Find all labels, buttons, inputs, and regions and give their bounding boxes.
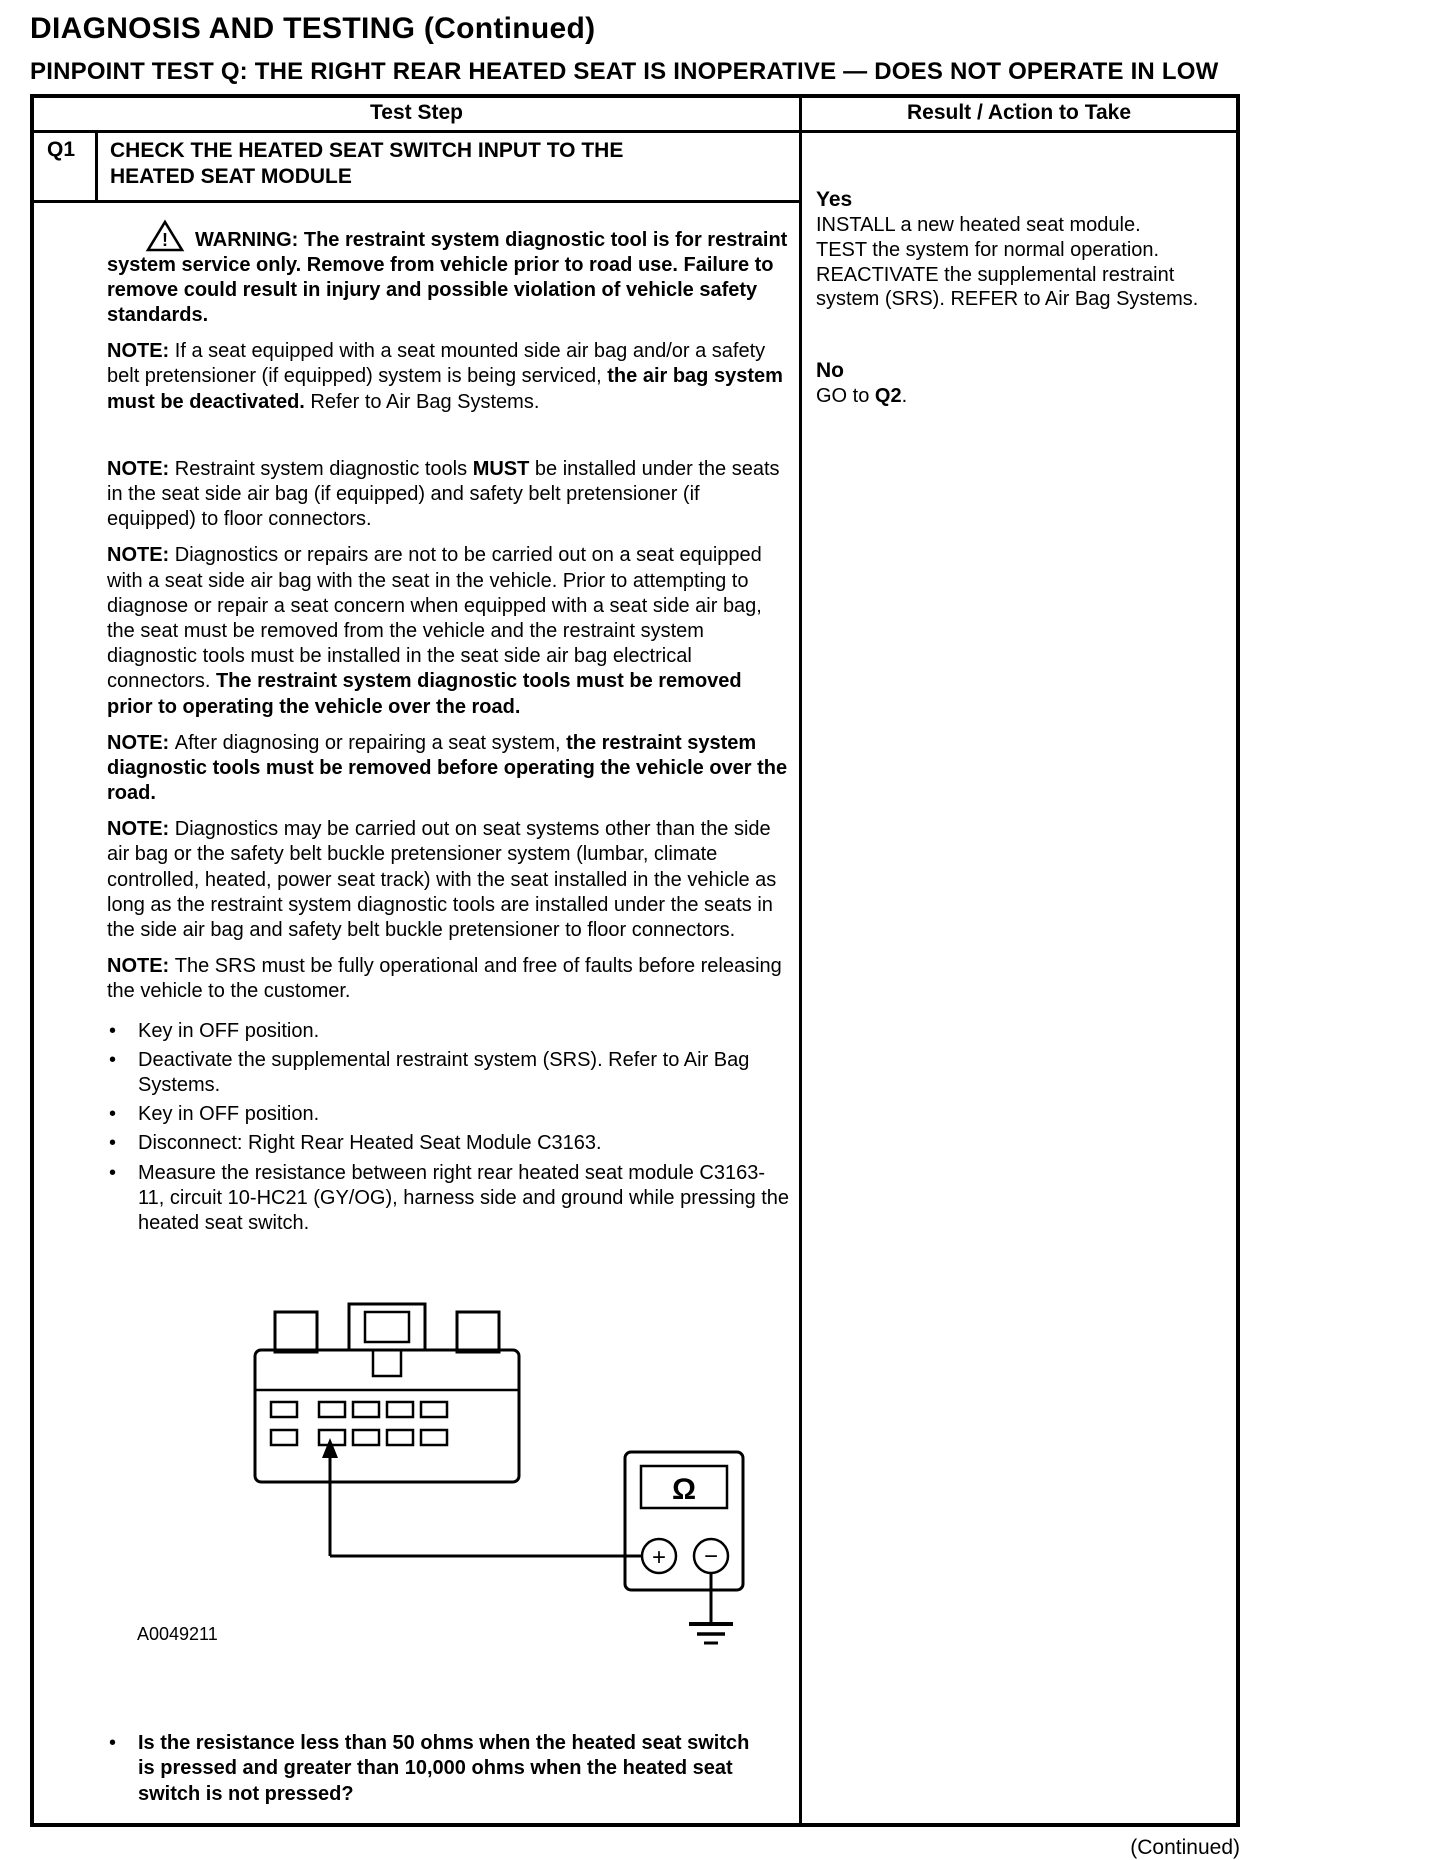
connector-and-meter-diagram (227, 1294, 787, 1654)
result-block-no (816, 358, 1228, 409)
test-step-cell (34, 133, 802, 1823)
probe-arrow-icon (322, 1438, 338, 1458)
table-body-row (34, 133, 1236, 1823)
svg-text:!: ! (162, 229, 168, 250)
note-paragraph: NOTE: If a seat equipped with a seat mounted side air bag and/or a safety belt pretensioner (if equipped) system is being serviced, the air bag system must be deactivated. Refer to Air Bag Systems. (107, 340, 783, 413)
plus-terminal-label: + (651, 1544, 667, 1572)
warning-paragraph: ! WARNING: The restraint system diagnostic tool is for restraint system service only. Remove from vehicle prior to road use. Failure to remove could result in injury and possible violation of vehicle safety standards. (107, 219, 791, 329)
pinpoint-test-heading: PINPOINT TEST Q: THE RIGHT REAR HEATED SEAT IS INOPERATIVE — DOES NOT OPERATE IN LOW (30, 58, 1219, 85)
warning-icon (145, 219, 185, 253)
bullet-dot: • (109, 1103, 117, 1126)
note-paragraph-list (107, 219, 791, 1005)
page-title: DIAGNOSIS AND TESTING (Continued) (30, 12, 596, 45)
result-label-no: No (816, 359, 844, 383)
bullet-item (107, 1048, 791, 1098)
bullet-dot: • (109, 1732, 117, 1755)
result-action-line: TEST the system for normal operation. (816, 238, 1160, 261)
bullet-item-text: Deactivate the supplemental restraint system (SRS). Refer to Air Bag Systems. (138, 1048, 750, 1096)
probe-lead-wire (330, 1452, 641, 1556)
result-action-cell (802, 133, 1236, 1823)
question-item-text: Is the resistance less than 50 ohms when the heated seat switch is pressed and greater than 10,000 ohms when the heated seat switch is not pressed? (138, 1732, 750, 1805)
connector-pin-slots (271, 1402, 447, 1445)
table-header-row (34, 98, 1236, 133)
bullet-dot: • (109, 1019, 117, 1042)
bullet-dot: • (109, 1161, 117, 1184)
bullet-item (107, 1161, 791, 1237)
result-action-line: REACTIVATE the supplemental restraint system (SRS). REFER to Air Bag Systems. (816, 263, 1199, 311)
bullet-item (107, 1019, 791, 1044)
note-paragraph: NOTE: The SRS must be fully operational and free of faults before releasing the vehicle to the customer. (107, 955, 782, 1003)
bullet-list (107, 1019, 791, 1237)
minus-terminal-label: − (703, 1543, 719, 1571)
figure-container (107, 1294, 791, 1661)
column-header-test-step: Test Step (34, 98, 802, 130)
step-body (34, 203, 799, 1823)
result-action-line: GO to Q2. (816, 385, 908, 408)
result-block-yes (816, 187, 1228, 312)
result-action-line: INSTALL a new heated seat module. (816, 214, 1141, 237)
ohm-symbol: Ω (671, 1473, 697, 1507)
bullet-item (107, 1131, 791, 1156)
continued-label: (Continued) (1130, 1835, 1240, 1859)
bullet-item-text: Disconnect: Right Rear Heated Seat Module C3163. (138, 1132, 602, 1155)
bullet-dot: • (109, 1132, 117, 1155)
note-paragraph: NOTE: After diagnosing or repairing a seat system, the restraint system diagnostic tools must be removed before operating the vehicle over the road. (107, 731, 788, 805)
figure-label: A0049211 (137, 1623, 218, 1644)
result-label-yes: Yes (816, 188, 853, 211)
bullet-item-text: Measure the resistance between right rear heated seat module C3163-11, circuit 10-HC21 (GY/OG), harness side and ground while pressing the heated seat switch. (138, 1161, 790, 1234)
step-title: CHECK THE HEATED SEAT SWITCH INPUT TO THE HEATED SEAT MODULE (110, 139, 624, 189)
connector-outline (255, 1304, 519, 1482)
pinpoint-test-table (30, 94, 1240, 1827)
bullet-item (107, 1102, 791, 1127)
bullet-item-text: Key in OFF position. (138, 1103, 320, 1126)
column-header-result-action: Result / Action to Take (906, 101, 1132, 124)
note-paragraph: NOTE: Diagnostics may be carried out on seat systems other than the side air bag or the safety belt buckle pretensioner system (lumbar, climate controlled, heated, power seat track) with the seat installed in the vehicle as long as the restraint system diagnostic tools are installed under the seats in the side air bag and safety belt buckle pretensioner to floor connectors. (107, 818, 777, 941)
bullet-dot: • (109, 1048, 117, 1071)
ground-symbol (689, 1573, 733, 1643)
bullet-item-text: Key in OFF position. (138, 1019, 320, 1042)
question-item (107, 1731, 791, 1807)
step-title-row (34, 133, 799, 203)
note-paragraph: NOTE: Diagnostics or repairs are not to be carried out on a seat equipped with a seat side air bag with the seat in the vehicle. Prior to attempting to diagnose or repair a seat concern when equipped with a seat side air bag, the seat must be removed from the vehicle and the restraint system diagnostic tools must be installed in the seat side air bag electrical connectors. The restraint system diagnostic tools must be removed prior to operating the vehicle over the road. (107, 544, 762, 718)
note-paragraph: NOTE: Restraint system diagnostic tools MUST be installed under the seats in the seat side air bag (if equipped) and safety belt pretensioner (if equipped) to floor connectors. (107, 457, 780, 531)
question-block (107, 1731, 791, 1807)
step-id: Q1 (34, 133, 98, 200)
